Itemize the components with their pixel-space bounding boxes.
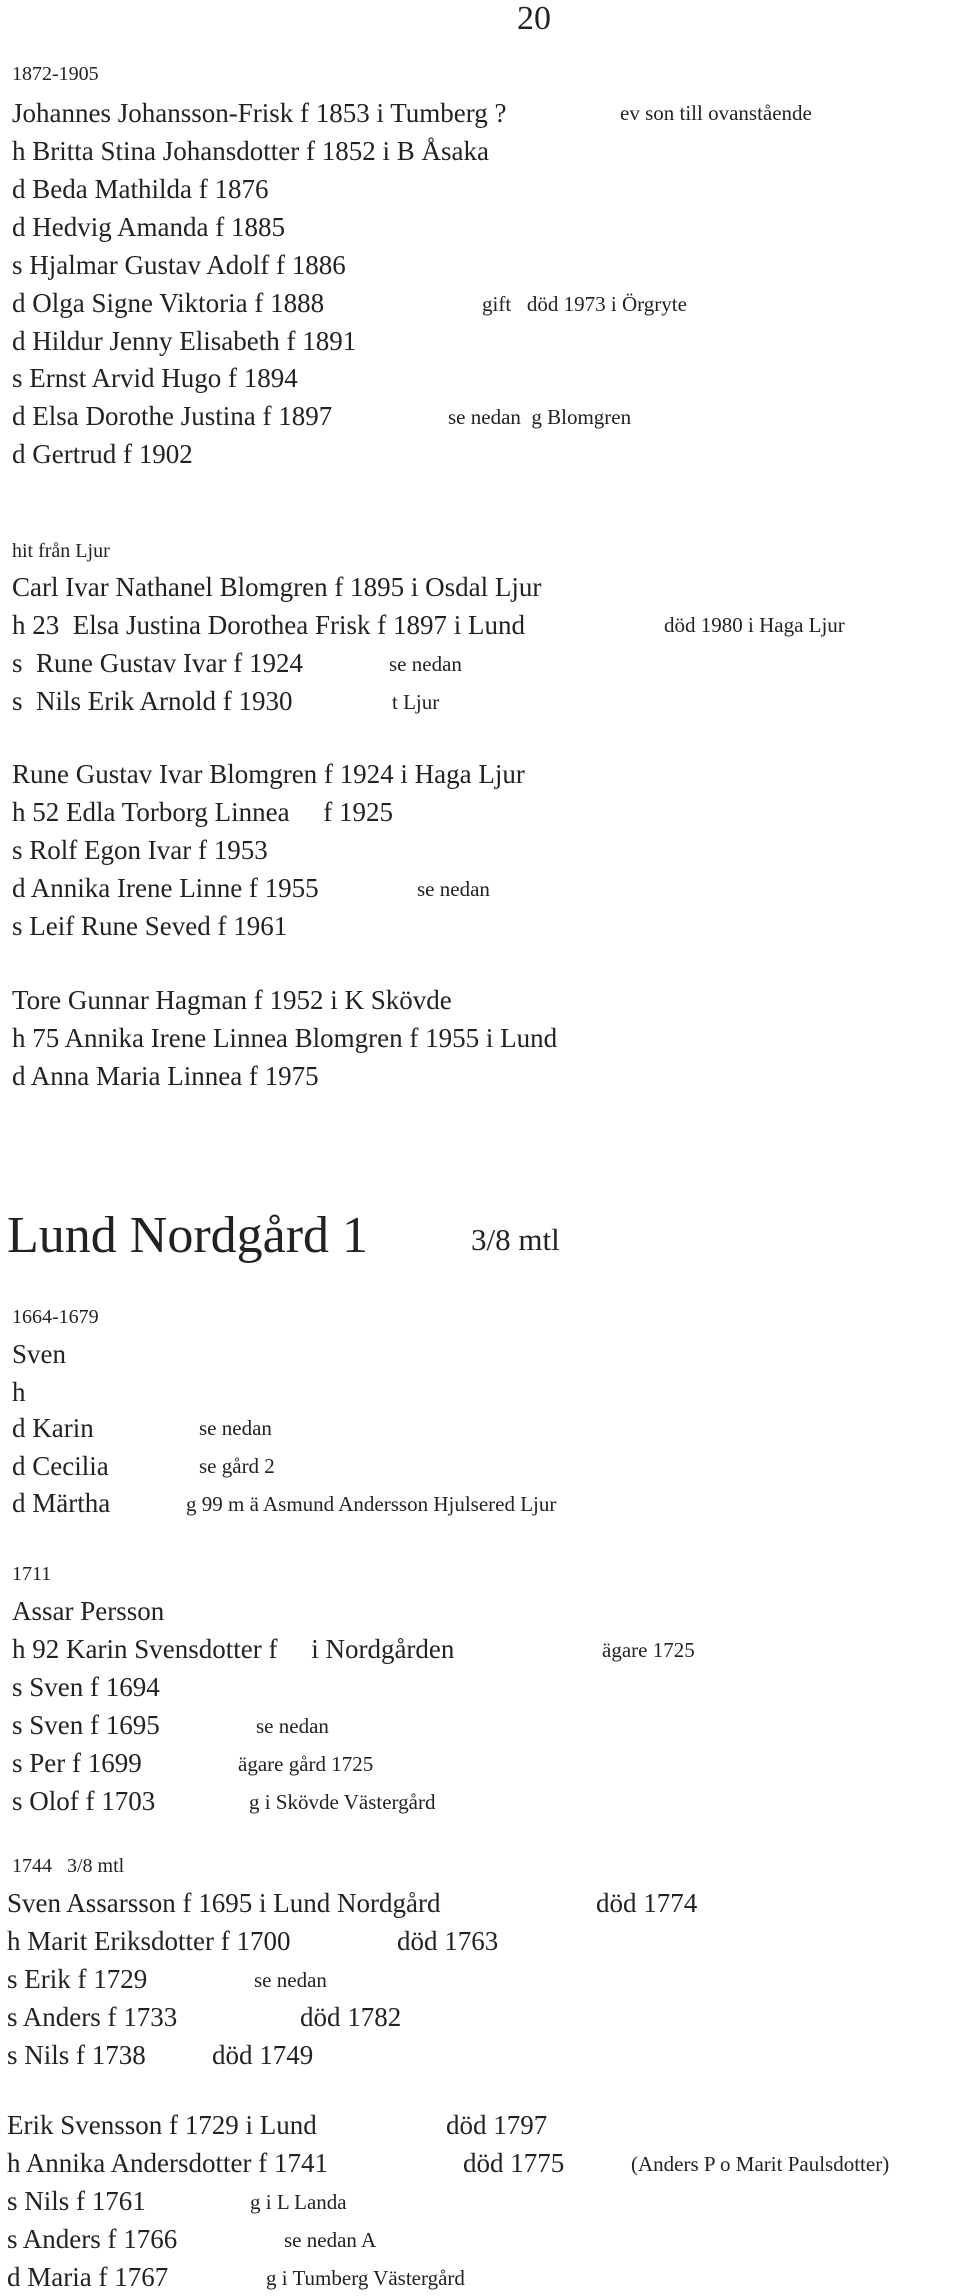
annotation: död 1980 i Haga Ljur	[664, 613, 845, 637]
person-line: Sven	[12, 1339, 66, 1369]
year-label: 1711	[12, 1563, 52, 1585]
annotation: g i Tumberg Västergård	[266, 2266, 465, 2290]
person-line: Assar Persson	[12, 1596, 165, 1626]
farm-share: 3/8 mtl	[471, 1222, 560, 1257]
person-line: s Anders f 1766	[7, 2224, 178, 2254]
death-note: död 1749	[212, 2040, 314, 2070]
person-line: h 52 Edla Torborg Linnea f 1925	[12, 797, 394, 827]
person-line: Tore Gunnar Hagman f 1952 i K Skövde	[12, 985, 452, 1015]
person-line: s Hjalmar Gustav Adolf f 1886	[12, 250, 346, 280]
person-line: s Nils f 1738	[7, 2040, 146, 2070]
person-line: d Hildur Jenny Elisabeth f 1891	[12, 326, 357, 356]
person-line: s Rolf Egon Ivar f 1953	[12, 835, 268, 865]
annotation: ev son till ovanstående	[620, 101, 812, 125]
person-line: h Marit Eriksdotter f 1700	[7, 1926, 291, 1956]
person-line: s Erik f 1729	[7, 1964, 148, 1994]
annotation: se nedan	[417, 877, 490, 901]
person-line: d Annika Irene Linne f 1955	[12, 873, 319, 903]
person-line: d Elsa Dorothe Justina f 1897	[12, 401, 333, 431]
period-label: 1664-1679	[12, 1306, 99, 1328]
farm-title: Lund Nordgård 1	[7, 1207, 369, 1264]
annotation: se nedan	[389, 652, 462, 676]
annotation: (Anders P o Marit Paulsdotter)	[631, 2152, 890, 2176]
period-label: 1744 3/8 mtl	[12, 1855, 125, 1877]
person-line: d Cecilia	[12, 1451, 109, 1481]
annotation: ägare gård 1725	[238, 1752, 374, 1776]
death-note: död 1763	[397, 1926, 499, 1956]
death-note: död 1797	[446, 2110, 548, 2140]
person-line: d Karin	[12, 1413, 94, 1443]
annotation: g 99 m ä Asmund Andersson Hjulsered Ljur	[186, 1492, 557, 1516]
person-line: s Per f 1699	[12, 1748, 142, 1778]
death-note: död 1782	[300, 2002, 402, 2032]
origin-label: hit från Ljur	[12, 540, 110, 562]
person-line: h Annika Andersdotter f 1741	[7, 2148, 328, 2178]
person-line: Erik Svensson f 1729 i Lund	[7, 2110, 317, 2140]
annotation: g i L Landa	[250, 2190, 347, 2214]
person-line: Rune Gustav Ivar Blomgren f 1924 i Haga Ljur	[12, 759, 525, 789]
annotation: se nedan	[254, 1968, 327, 1992]
page-number: 20	[517, 0, 551, 37]
person-line: s Rune Gustav Ivar f 1924	[12, 648, 303, 678]
person-line: s Leif Rune Seved f 1961	[12, 911, 288, 941]
person-line: d Maria f 1767	[7, 2262, 169, 2292]
person-line: s Sven f 1695	[12, 1710, 160, 1740]
annotation: gift död 1973 i Örgryte	[482, 292, 687, 316]
death-note: död 1774	[596, 1888, 698, 1918]
period-label: 1872-1905	[12, 63, 99, 85]
person-line: d Beda Mathilda f 1876	[12, 174, 269, 204]
annotation: ägare 1725	[602, 1638, 695, 1662]
person-line: s Olof f 1703	[12, 1786, 156, 1816]
person-line: d Gertrud f 1902	[12, 439, 193, 469]
person-line: h 75 Annika Irene Linnea Blomgren f 1955 i Lund	[12, 1023, 558, 1053]
person-line: h 92 Karin Svensdotter f i Nordgården	[12, 1634, 455, 1664]
annotation: se gård 2	[199, 1454, 275, 1478]
person-line: h Britta Stina Johansdotter f 1852 i B Åsaka	[12, 136, 489, 166]
annotation: se nedan	[199, 1416, 272, 1440]
person-line: s Nils f 1761	[7, 2186, 146, 2216]
person-line: s Anders f 1733	[7, 2002, 178, 2032]
person-line: h 23 Elsa Justina Dorothea Frisk f 1897 i Lund	[12, 610, 525, 640]
person-line: d Olga Signe Viktoria f 1888	[12, 288, 325, 318]
death-note: död 1775	[463, 2148, 565, 2178]
annotation: t Ljur	[392, 690, 440, 714]
annotation: se nedan A	[284, 2228, 377, 2252]
person-line: d Hedvig Amanda f 1885	[12, 212, 285, 242]
person-line: Johannes Johansson-Frisk f 1853 i Tumberg ?	[12, 98, 507, 128]
person-line: d Märtha	[12, 1488, 111, 1518]
person-line: Sven Assarsson f 1695 i Lund Nordgård	[7, 1888, 441, 1918]
annotation: g i Skövde Västergård	[249, 1790, 436, 1814]
annotation: se nedan g Blomgren	[448, 405, 632, 429]
person-line: s Ernst Arvid Hugo f 1894	[12, 363, 298, 393]
annotation: se nedan	[256, 1714, 329, 1738]
person-line: Carl Ivar Nathanel Blomgren f 1895 i Osdal Ljur	[12, 572, 542, 602]
person-line: d Anna Maria Linnea f 1975	[12, 1061, 319, 1091]
person-line: s Nils Erik Arnold f 1930	[12, 686, 293, 716]
person-line: s Sven f 1694	[12, 1672, 160, 1702]
person-line: h	[12, 1377, 26, 1407]
